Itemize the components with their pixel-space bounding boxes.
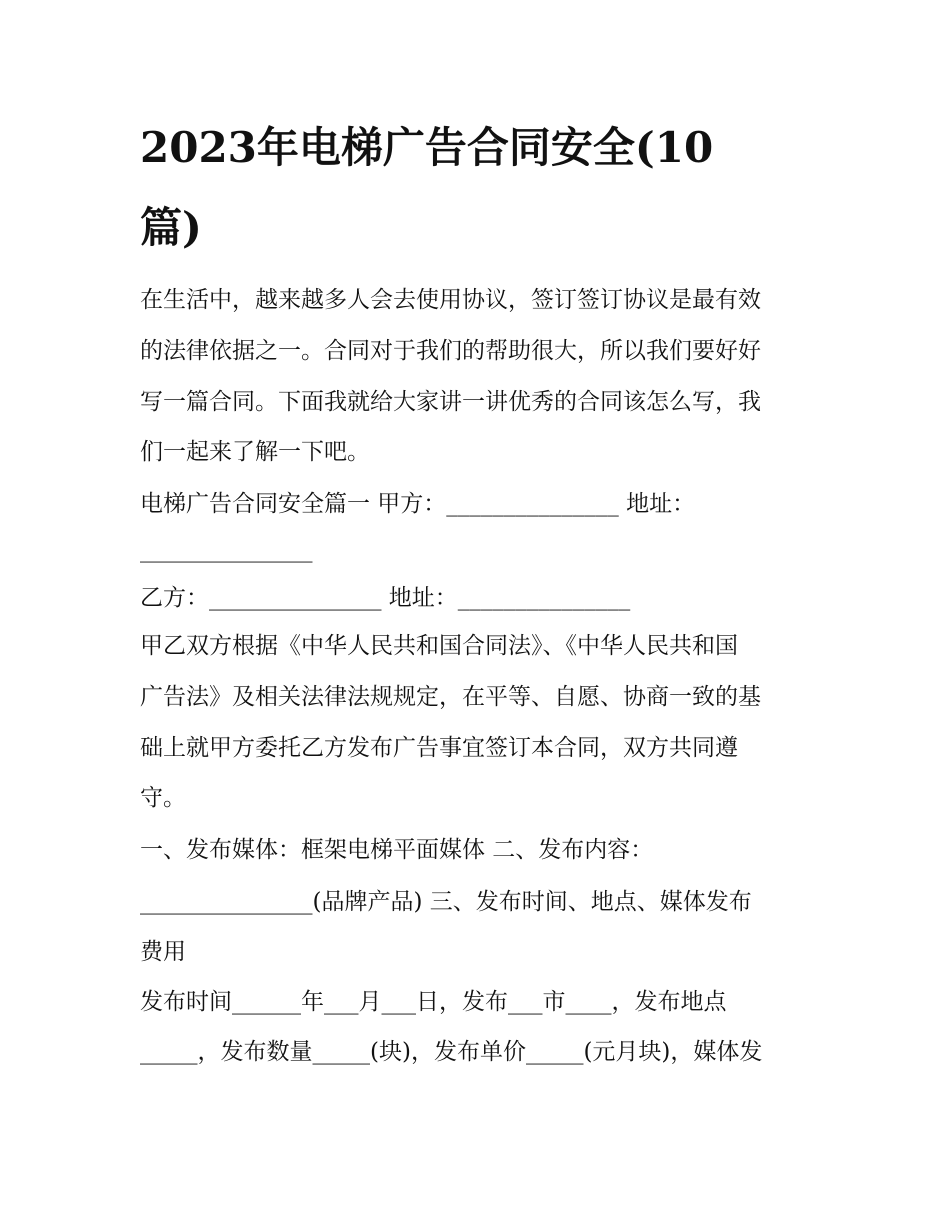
body-line: 一、发布媒体：框架电梯平面媒体 二、发布内容： [140,837,654,863]
body-line: 的法律依据之一。合同对于我们的帮助很大，所以我们要好好 [140,338,761,364]
body-line: 甲乙双方根据《中华人民共和国合同法》、《中华人民共和国 [140,633,738,659]
body-line: 电梯广告合同安全篇一 甲方：_______________ 地址： [140,491,696,517]
body-line: _____，发布数量_____(块)，发布单价_____(元月块)，媒体发 [140,1039,763,1065]
body-line: 守。 [140,785,186,811]
body-line: 乙方：_______________ 地址：_______________ [140,585,631,611]
document-title-line-1: 2023年电梯广告合同安全(10 [140,123,714,172]
body-line: 费用 [140,939,186,965]
document-title-line-2: 篇) [140,203,202,252]
body-line: 发布时间______年___月___日，发布___市____，发布地点 [140,989,727,1015]
body-line: 广告法》及相关法律法规规定，在平等、自愿、协商一致的基 [140,684,761,710]
body-line: 在生活中，越来越多人会去使用协议，签订签订协议是最有效 [140,287,761,313]
body-line: 们一起来了解一下吧。 [140,439,370,465]
body-line: _______________(品牌产品) 三、发布时间、地点、媒体发布 [140,889,752,915]
body-line: _______________ [140,537,313,563]
body-line: 础上就甲方委托乙方发布广告事宜签订本合同，双方共同遵 [140,735,738,761]
body-line: 写一篇合同。下面我就给大家讲一讲优秀的合同该怎么写，我 [140,389,761,415]
